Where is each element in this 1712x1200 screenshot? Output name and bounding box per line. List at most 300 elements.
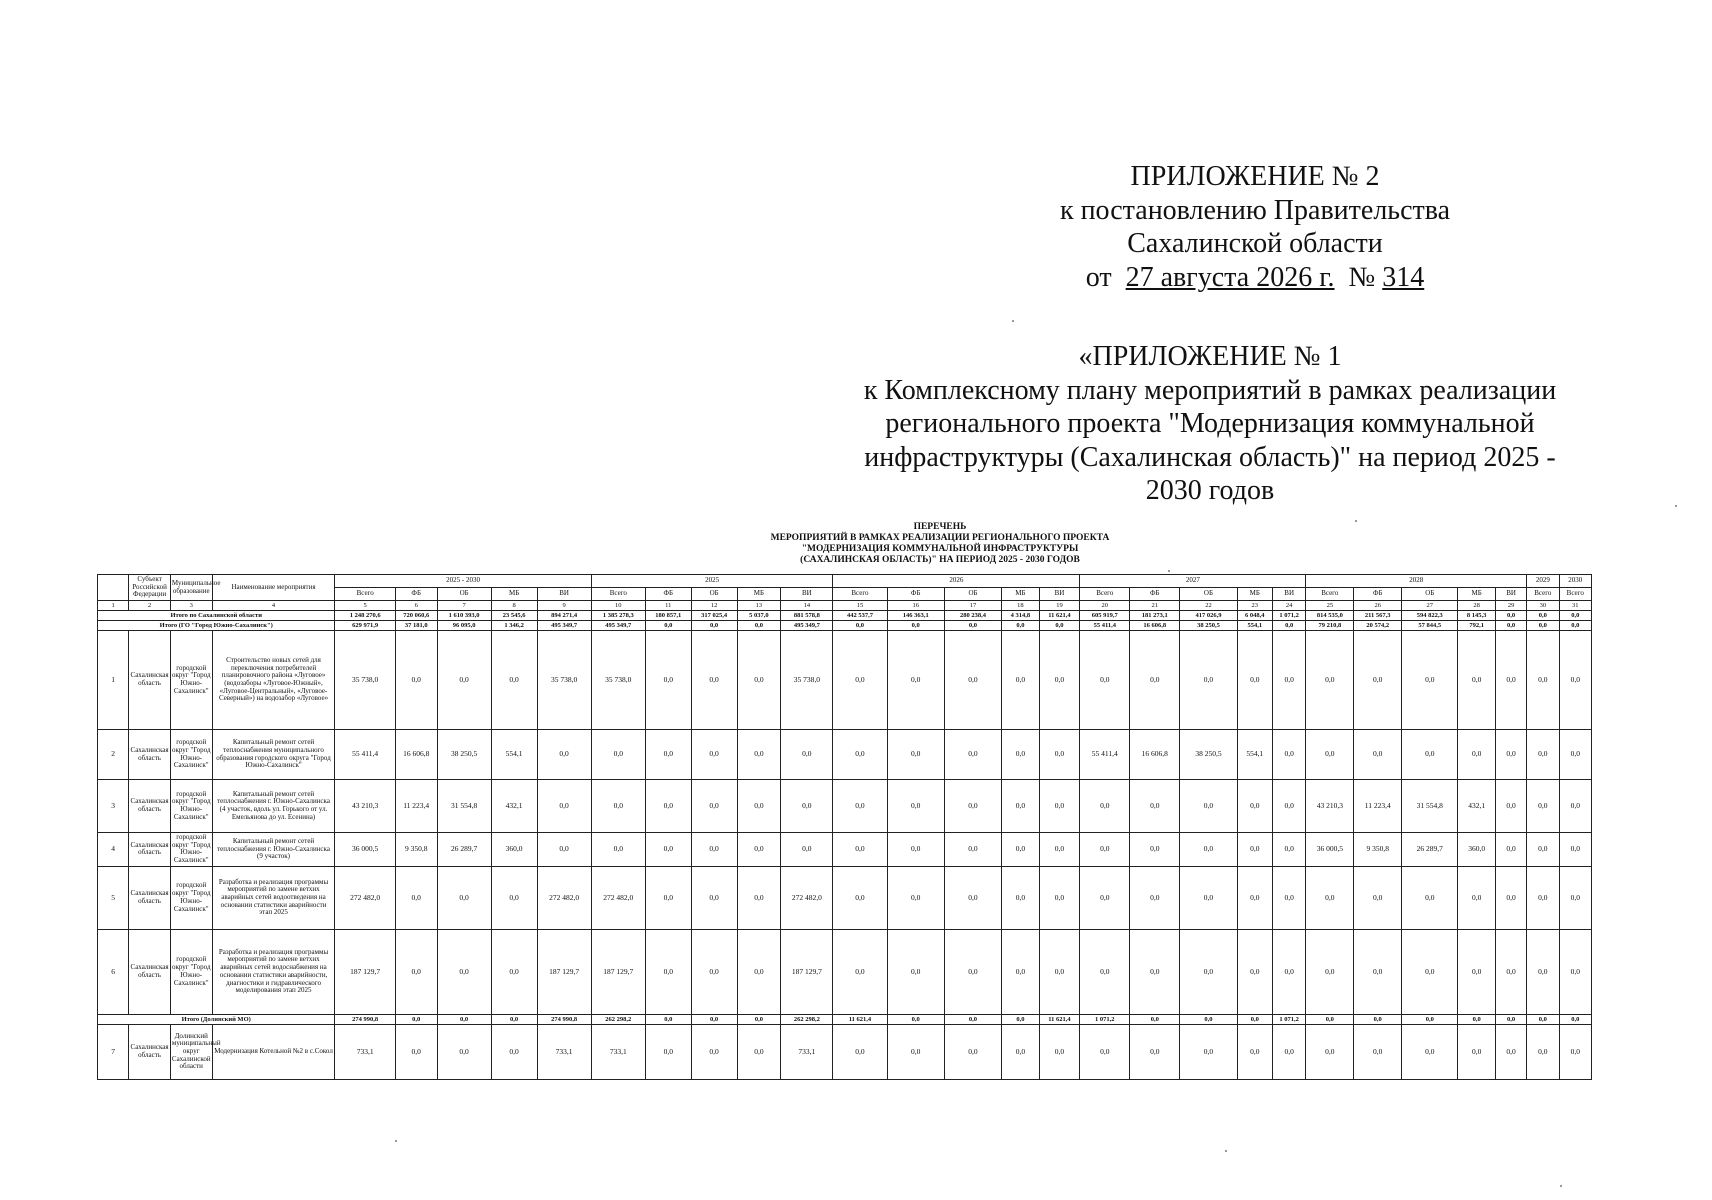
total-value: 0,0 bbox=[1559, 611, 1592, 621]
total-value: 181 273,1 bbox=[1130, 611, 1180, 621]
row-value: 0,0 bbox=[1354, 866, 1402, 929]
row-value: 0,0 bbox=[437, 631, 491, 730]
row-value: 0,0 bbox=[1039, 780, 1080, 833]
total-value: 79 210,8 bbox=[1306, 621, 1354, 631]
row-number: 4 bbox=[98, 833, 129, 867]
row-value: 0,0 bbox=[537, 730, 591, 780]
total-value: 37 181,0 bbox=[395, 621, 437, 631]
period-header: 2025 - 2030 bbox=[335, 575, 591, 588]
row-value: 0,0 bbox=[1130, 866, 1180, 929]
appendix1-line: регионального проекта "Модернизация коммунальной bbox=[885, 408, 1535, 440]
row-value: 0,0 bbox=[1130, 1024, 1180, 1079]
row-value: 0,0 bbox=[1272, 833, 1305, 867]
row-value: 0,0 bbox=[1354, 730, 1402, 780]
row-value: 0,0 bbox=[1559, 833, 1592, 867]
total-value: 16 606,8 bbox=[1130, 621, 1180, 631]
total-value: 274 990,8 bbox=[335, 1014, 395, 1024]
row-value: 0,0 bbox=[737, 631, 781, 730]
row-value: 0,0 bbox=[691, 780, 737, 833]
row-value: 0,0 bbox=[737, 929, 781, 1014]
row-value: 187 129,7 bbox=[781, 929, 833, 1014]
row-value: 0,0 bbox=[1039, 730, 1080, 780]
row-value: 0,0 bbox=[645, 929, 691, 1014]
column-number: 21 bbox=[1130, 601, 1180, 611]
total-value: 0,0 bbox=[1527, 1014, 1559, 1024]
row-value: 0,0 bbox=[833, 730, 887, 780]
row-value: 36 000,5 bbox=[1306, 833, 1354, 867]
row-number: 3 bbox=[98, 780, 129, 833]
row-value: 0,0 bbox=[437, 929, 491, 1014]
table-row bbox=[98, 866, 1592, 929]
row-value: 733,1 bbox=[781, 1024, 833, 1079]
row-value: 0,0 bbox=[1402, 730, 1458, 780]
row-subject: Сахалинская область bbox=[129, 866, 171, 929]
total-value: 0,0 bbox=[691, 621, 737, 631]
row-value: 360,0 bbox=[491, 833, 537, 867]
col-name-header: Наименование мероприятия bbox=[212, 575, 335, 601]
table-row bbox=[98, 833, 1592, 867]
row-municipality: городской округ "Город Южно-Сахалинск" bbox=[170, 631, 212, 730]
row-value: 0,0 bbox=[1130, 631, 1180, 730]
row-value: 187 129,7 bbox=[335, 929, 395, 1014]
total-value: 0,0 bbox=[1559, 621, 1592, 631]
row-value: 0,0 bbox=[1527, 780, 1559, 833]
row-value: 0,0 bbox=[1080, 866, 1130, 929]
column-number: 14 bbox=[781, 601, 833, 611]
column-number: 2 bbox=[129, 601, 171, 611]
column-number: 4 bbox=[212, 601, 335, 611]
row-value: 0,0 bbox=[491, 1024, 537, 1079]
row-value: 187 129,7 bbox=[537, 929, 591, 1014]
row-value: 0,0 bbox=[1527, 833, 1559, 867]
total-value: 1 248 270,6 bbox=[335, 611, 395, 621]
subcol-header: ОБ bbox=[1402, 588, 1458, 601]
row-value: 31 554,8 bbox=[1402, 780, 1458, 833]
row-value: 432,1 bbox=[491, 780, 537, 833]
row-value: 0,0 bbox=[1180, 833, 1237, 867]
row-value: 0,0 bbox=[737, 780, 781, 833]
row-value: 0,0 bbox=[691, 833, 737, 867]
row-value: 0,0 bbox=[1180, 1024, 1237, 1079]
subcol-header: ФБ bbox=[1354, 588, 1402, 601]
col-municipality-header: Муниципальное образование bbox=[170, 575, 212, 601]
row-value: 35 738,0 bbox=[335, 631, 395, 730]
row-subject: Сахалинская область bbox=[129, 780, 171, 833]
row-value: 0,0 bbox=[1272, 730, 1305, 780]
row-value: 0,0 bbox=[833, 780, 887, 833]
row-value: 0,0 bbox=[1306, 730, 1354, 780]
row-value: 0,0 bbox=[491, 631, 537, 730]
subcol-header: Всего bbox=[591, 588, 645, 601]
row-value: 0,0 bbox=[591, 730, 645, 780]
row-value: 0,0 bbox=[1559, 866, 1592, 929]
total-value: 0,0 bbox=[1495, 1014, 1526, 1024]
row-value: 0,0 bbox=[537, 833, 591, 867]
column-number: 11 bbox=[645, 601, 691, 611]
column-number: 18 bbox=[1002, 601, 1040, 611]
row-value: 0,0 bbox=[737, 833, 781, 867]
row-value: 0,0 bbox=[887, 730, 944, 780]
row-value: 0,0 bbox=[1306, 866, 1354, 929]
row-municipality: городской округ "Город Южно-Сахалинск" bbox=[170, 866, 212, 929]
row-value: 0,0 bbox=[887, 631, 944, 730]
row-value: 0,0 bbox=[1495, 730, 1526, 780]
column-number: 13 bbox=[737, 601, 781, 611]
row-value: 0,0 bbox=[437, 1024, 491, 1079]
row-value: 0,0 bbox=[1527, 1024, 1559, 1079]
row-value: 0,0 bbox=[1237, 631, 1272, 730]
row-value: 0,0 bbox=[1354, 631, 1402, 730]
total-value: 0,0 bbox=[1354, 1014, 1402, 1024]
column-number: 25 bbox=[1306, 601, 1354, 611]
total-value: 0,0 bbox=[1458, 1014, 1496, 1024]
appendix1-header bbox=[760, 340, 1660, 508]
total-value: 417 026,9 bbox=[1180, 611, 1237, 621]
row-value: 38 250,5 bbox=[437, 730, 491, 780]
appendix2-line: Сахалинской области bbox=[1127, 228, 1383, 260]
row-value: 31 554,8 bbox=[437, 780, 491, 833]
row-value: 0,0 bbox=[1180, 780, 1237, 833]
row-value: 0,0 bbox=[437, 866, 491, 929]
row-value: 0,0 bbox=[645, 866, 691, 929]
subcol-header: ОБ bbox=[691, 588, 737, 601]
total-value: 814 535,0 bbox=[1306, 611, 1354, 621]
row-value: 0,0 bbox=[944, 833, 1001, 867]
subcol-header: МБ bbox=[1458, 588, 1496, 601]
period-header: 2026 bbox=[833, 575, 1080, 588]
subcol-header: ФБ bbox=[645, 588, 691, 601]
row-value: 0,0 bbox=[691, 631, 737, 730]
row-value: 0,0 bbox=[1039, 929, 1080, 1014]
total-value: 55 411,4 bbox=[1080, 621, 1130, 631]
total-value: 0,0 bbox=[1402, 1014, 1458, 1024]
period-header: 2027 bbox=[1080, 575, 1306, 588]
appendix1-line: 2030 годов bbox=[1145, 475, 1275, 507]
row-value: 0,0 bbox=[1306, 1024, 1354, 1079]
total-value: 1 071,2 bbox=[1080, 1014, 1130, 1024]
total-value: 0,0 bbox=[1306, 1014, 1354, 1024]
row-value: 0,0 bbox=[1306, 929, 1354, 1014]
column-number: 26 bbox=[1354, 601, 1402, 611]
row-value: 0,0 bbox=[395, 866, 437, 929]
row-value: 0,0 bbox=[1180, 631, 1237, 730]
row-number: 2 bbox=[98, 730, 129, 780]
table-row bbox=[98, 929, 1592, 1014]
row-value: 38 250,5 bbox=[1180, 730, 1237, 780]
total-value: 274 990,8 bbox=[537, 1014, 591, 1024]
total-value: 594 822,3 bbox=[1402, 611, 1458, 621]
row-value: 0,0 bbox=[887, 833, 944, 867]
total-value: 146 363,1 bbox=[887, 611, 944, 621]
total-value: 6 048,4 bbox=[1237, 611, 1272, 621]
subcol-header: Всего bbox=[1306, 588, 1354, 601]
row-measure-name: Разработка и реализация программы мероприятий по замене ветхих аварийных сетей водоотведения на основании статистики аварийности этап 2025 bbox=[212, 866, 335, 929]
row-value: 35 738,0 bbox=[537, 631, 591, 730]
subcol-header: ОБ bbox=[437, 588, 491, 601]
total-label: Итого (ГО "Город Южно-Сахалинск") bbox=[98, 621, 335, 631]
total-value: 1 071,2 bbox=[1272, 1014, 1305, 1024]
scan-speck bbox=[1012, 320, 1014, 322]
column-number: 7 bbox=[437, 601, 491, 611]
total-value: 262 298,2 bbox=[591, 1014, 645, 1024]
total-value: 720 060,6 bbox=[395, 611, 437, 621]
row-value: 0,0 bbox=[1272, 780, 1305, 833]
row-value: 0,0 bbox=[1559, 1024, 1592, 1079]
column-number: 20 bbox=[1080, 601, 1130, 611]
row-value: 0,0 bbox=[944, 1024, 1001, 1079]
row-value: 0,0 bbox=[1402, 631, 1458, 730]
row-value: 9 350,8 bbox=[1354, 833, 1402, 867]
row-value: 0,0 bbox=[1272, 631, 1305, 730]
row-value: 0,0 bbox=[1402, 929, 1458, 1014]
row-subject: Сахалинская область bbox=[129, 1024, 171, 1079]
row-value: 0,0 bbox=[645, 780, 691, 833]
row-value: 0,0 bbox=[1237, 833, 1272, 867]
row-value: 0,0 bbox=[491, 866, 537, 929]
row-value: 0,0 bbox=[1527, 866, 1559, 929]
subcol-header: Всего bbox=[335, 588, 395, 601]
column-number: 16 bbox=[887, 601, 944, 611]
column-number: 22 bbox=[1180, 601, 1237, 611]
column-number: 24 bbox=[1272, 601, 1305, 611]
row-value: 0,0 bbox=[737, 1024, 781, 1079]
row-subject: Сахалинская область bbox=[129, 929, 171, 1014]
row-measure-name: Разработка и реализация программы мероприятий по замене ветхих аварийных сетей водоснабжения на основании статистики аварийности, диагностики и гидравлического моделирования этап 2025 bbox=[212, 929, 335, 1014]
row-value: 0,0 bbox=[1527, 929, 1559, 1014]
row-value: 0,0 bbox=[1237, 780, 1272, 833]
column-number: 9 bbox=[537, 601, 591, 611]
row-value: 0,0 bbox=[1080, 929, 1130, 1014]
period-header: 2025 bbox=[591, 575, 833, 588]
row-subject: Сахалинская область bbox=[129, 631, 171, 730]
row-value: 55 411,4 bbox=[1080, 730, 1130, 780]
subcol-header: ОБ bbox=[1180, 588, 1237, 601]
row-number: 6 bbox=[98, 929, 129, 1014]
row-value: 0,0 bbox=[491, 929, 537, 1014]
subcol-header: МБ bbox=[491, 588, 537, 601]
total-value: 0,0 bbox=[1039, 621, 1080, 631]
row-value: 0,0 bbox=[1002, 730, 1040, 780]
total-value: 0,0 bbox=[491, 1014, 537, 1024]
row-value: 0,0 bbox=[1080, 631, 1130, 730]
row-value: 0,0 bbox=[1272, 866, 1305, 929]
row-value: 0,0 bbox=[944, 631, 1001, 730]
row-value: 360,0 bbox=[1458, 833, 1496, 867]
row-value: 0,0 bbox=[1495, 1024, 1526, 1079]
column-number: 1 bbox=[98, 601, 129, 611]
total-value: 1 346,2 bbox=[491, 621, 537, 631]
row-value: 0,0 bbox=[1002, 866, 1040, 929]
row-value: 0,0 bbox=[1039, 631, 1080, 730]
row-value: 0,0 bbox=[1237, 866, 1272, 929]
row-value: 272 482,0 bbox=[537, 866, 591, 929]
total-value: 180 857,1 bbox=[645, 611, 691, 621]
total-value: 8 145,3 bbox=[1458, 611, 1496, 621]
total-value: 1 071,2 bbox=[1272, 611, 1305, 621]
number-prefix: № bbox=[1348, 261, 1376, 293]
subcol-header: МБ bbox=[1002, 588, 1040, 601]
table-title-line: (САХАЛИНСКАЯ ОБЛАСТЬ)" НА ПЕРИОД 2025 - 2030 ГОДОВ bbox=[800, 555, 1080, 565]
row-value: 16 606,8 bbox=[395, 730, 437, 780]
row-value: 0,0 bbox=[1237, 929, 1272, 1014]
row-measure-name: Капитальный ремонт сетей теплоснабжения г. Южно-Сахалинска (9 участок) bbox=[212, 833, 335, 867]
total-value: 317 025,4 bbox=[691, 611, 737, 621]
total-value: 0,0 bbox=[1180, 1014, 1237, 1024]
total-value: 96 095,0 bbox=[437, 621, 491, 631]
row-value: 0,0 bbox=[1495, 929, 1526, 1014]
row-value: 0,0 bbox=[1458, 929, 1496, 1014]
total-label: Итого (Долинский МО) bbox=[98, 1014, 335, 1024]
row-value: 0,0 bbox=[1130, 780, 1180, 833]
total-dolinsk-row bbox=[98, 1014, 1592, 1024]
row-value: 0,0 bbox=[887, 1024, 944, 1079]
column-number: 19 bbox=[1039, 601, 1080, 611]
total-value: 1 610 393,0 bbox=[437, 611, 491, 621]
total-value: 0,0 bbox=[944, 1014, 1001, 1024]
row-value: 26 289,7 bbox=[437, 833, 491, 867]
scan-speck bbox=[395, 1140, 397, 1142]
scan-speck bbox=[1168, 570, 1170, 572]
total-value: 0,0 bbox=[1559, 1014, 1592, 1024]
total-value: 554,1 bbox=[1237, 621, 1272, 631]
row-value: 0,0 bbox=[887, 929, 944, 1014]
row-value: 554,1 bbox=[1237, 730, 1272, 780]
total-value: 4 314,8 bbox=[1002, 611, 1040, 621]
total-value: 11 621,4 bbox=[1039, 611, 1080, 621]
row-value: 43 210,3 bbox=[335, 780, 395, 833]
total-yuzhno-row bbox=[98, 621, 1592, 631]
row-value: 272 482,0 bbox=[591, 866, 645, 929]
total-value: 0,0 bbox=[691, 1014, 737, 1024]
row-value: 0,0 bbox=[944, 730, 1001, 780]
col-subject-header: Субъект Российской Федерации bbox=[129, 575, 171, 601]
row-value: 0,0 bbox=[833, 833, 887, 867]
total-value: 0,0 bbox=[887, 1014, 944, 1024]
row-value: 11 223,4 bbox=[395, 780, 437, 833]
scan-speck bbox=[1355, 520, 1357, 522]
row-value: 35 738,0 bbox=[591, 631, 645, 730]
row-value: 0,0 bbox=[1080, 1024, 1130, 1079]
total-value: 495 349,7 bbox=[781, 621, 833, 631]
subcol-header: ОБ bbox=[944, 588, 1001, 601]
row-value: 0,0 bbox=[1002, 631, 1040, 730]
row-value: 733,1 bbox=[537, 1024, 591, 1079]
row-value: 0,0 bbox=[1559, 631, 1592, 730]
row-value: 0,0 bbox=[1402, 866, 1458, 929]
row-value: 0,0 bbox=[691, 1024, 737, 1079]
period-header: 2030 bbox=[1559, 575, 1592, 588]
total-value: 0,0 bbox=[1237, 1014, 1272, 1024]
row-value: 0,0 bbox=[1002, 1024, 1040, 1079]
subcol-header: ВИ bbox=[537, 588, 591, 601]
row-value: 0,0 bbox=[1402, 1024, 1458, 1079]
column-number: 10 bbox=[591, 601, 645, 611]
period-header: 2029 bbox=[1527, 575, 1559, 588]
row-value: 55 411,4 bbox=[335, 730, 395, 780]
scan-speck bbox=[1225, 1150, 1227, 1152]
column-number: 15 bbox=[833, 601, 887, 611]
row-value: 272 482,0 bbox=[335, 866, 395, 929]
row-value: 0,0 bbox=[944, 780, 1001, 833]
column-number: 12 bbox=[691, 601, 737, 611]
row-municipality: городской округ "Город Южно-Сахалинск" bbox=[170, 833, 212, 867]
appendix1-title: «ПРИЛОЖЕНИЕ № 1 bbox=[1078, 341, 1342, 372]
resolution-number: 314 bbox=[1382, 261, 1425, 293]
row-value: 0,0 bbox=[1130, 929, 1180, 1014]
total-value: 0,0 bbox=[395, 1014, 437, 1024]
total-value: 629 971,9 bbox=[335, 621, 395, 631]
column-number: 8 bbox=[491, 601, 537, 611]
row-value: 0,0 bbox=[887, 780, 944, 833]
total-value: 0,0 bbox=[944, 621, 1001, 631]
table-row bbox=[98, 631, 1592, 730]
table-row bbox=[98, 780, 1592, 833]
total-value: 894 271,4 bbox=[537, 611, 591, 621]
row-value: 0,0 bbox=[645, 631, 691, 730]
total-value: 0,0 bbox=[1002, 621, 1040, 631]
subcol-header: ВИ bbox=[781, 588, 833, 601]
row-value: 0,0 bbox=[833, 1024, 887, 1079]
row-municipality: городской округ "Город Южно-Сахалинск" bbox=[170, 730, 212, 780]
row-value: 0,0 bbox=[1180, 929, 1237, 1014]
row-value: 0,0 bbox=[944, 929, 1001, 1014]
row-value: 0,0 bbox=[944, 866, 1001, 929]
row-value: 0,0 bbox=[1272, 929, 1305, 1014]
subcol-header: Всего bbox=[1559, 588, 1592, 601]
row-value: 0,0 bbox=[1458, 866, 1496, 929]
row-value: 0,0 bbox=[833, 929, 887, 1014]
row-value: 35 738,0 bbox=[781, 631, 833, 730]
total-value: 0,0 bbox=[887, 621, 944, 631]
row-value: 0,0 bbox=[1495, 866, 1526, 929]
total-value: 605 919,7 bbox=[1080, 611, 1130, 621]
row-value: 0,0 bbox=[1002, 780, 1040, 833]
row-value: 0,0 bbox=[781, 730, 833, 780]
row-measure-name: Строительство новых сетей для переключения потребителей планировочного района «Луговое» (водозаборы «Луговое-Южный», «Луговое-Центральный», «Луговое-Северный») на водозабор «Луговое» bbox=[212, 631, 335, 730]
table-row bbox=[98, 730, 1592, 780]
row-value: 0,0 bbox=[1039, 866, 1080, 929]
row-value: 0,0 bbox=[1458, 1024, 1496, 1079]
total-value: 0,0 bbox=[645, 1014, 691, 1024]
column-number: 6 bbox=[395, 601, 437, 611]
row-municipality: Долинский муниципальный округ Сахалинской области bbox=[170, 1024, 212, 1079]
row-value: 0,0 bbox=[645, 1024, 691, 1079]
row-value: 0,0 bbox=[1306, 631, 1354, 730]
table-title-line: "МОДЕРНИЗАЦИЯ КОММУНАЛЬНОЙ ИНФРАСТРУКТУРЫ bbox=[801, 544, 1079, 554]
row-value: 0,0 bbox=[1495, 631, 1526, 730]
column-number: 5 bbox=[335, 601, 395, 611]
row-value: 0,0 bbox=[1354, 1024, 1402, 1079]
table-title-line: МЕРОПРИЯТИЙ В РАМКАХ РЕАЛИЗАЦИИ РЕГИОНАЛЬНОГО ПРОЕКТА bbox=[770, 533, 1110, 543]
total-value: 0,0 bbox=[1130, 1014, 1180, 1024]
row-value: 0,0 bbox=[1458, 730, 1496, 780]
column-number: 30 bbox=[1527, 601, 1559, 611]
subcol-header: ФБ bbox=[887, 588, 944, 601]
row-value: 36 000,5 bbox=[335, 833, 395, 867]
row-value: 432,1 bbox=[1458, 780, 1496, 833]
row-value: 0,0 bbox=[645, 833, 691, 867]
row-number: 5 bbox=[98, 866, 129, 929]
row-value: 0,0 bbox=[1495, 780, 1526, 833]
appendix1-line: инфраструктуры (Сахалинская область)" на период 2025 - bbox=[864, 441, 1556, 473]
total-value: 23 545,6 bbox=[491, 611, 537, 621]
subcol-header: Всего bbox=[833, 588, 887, 601]
total-value: 5 037,0 bbox=[737, 611, 781, 621]
subcol-header: ВИ bbox=[1272, 588, 1305, 601]
row-value: 0,0 bbox=[645, 730, 691, 780]
total-value: 0,0 bbox=[1527, 611, 1559, 621]
row-value: 0,0 bbox=[1559, 730, 1592, 780]
